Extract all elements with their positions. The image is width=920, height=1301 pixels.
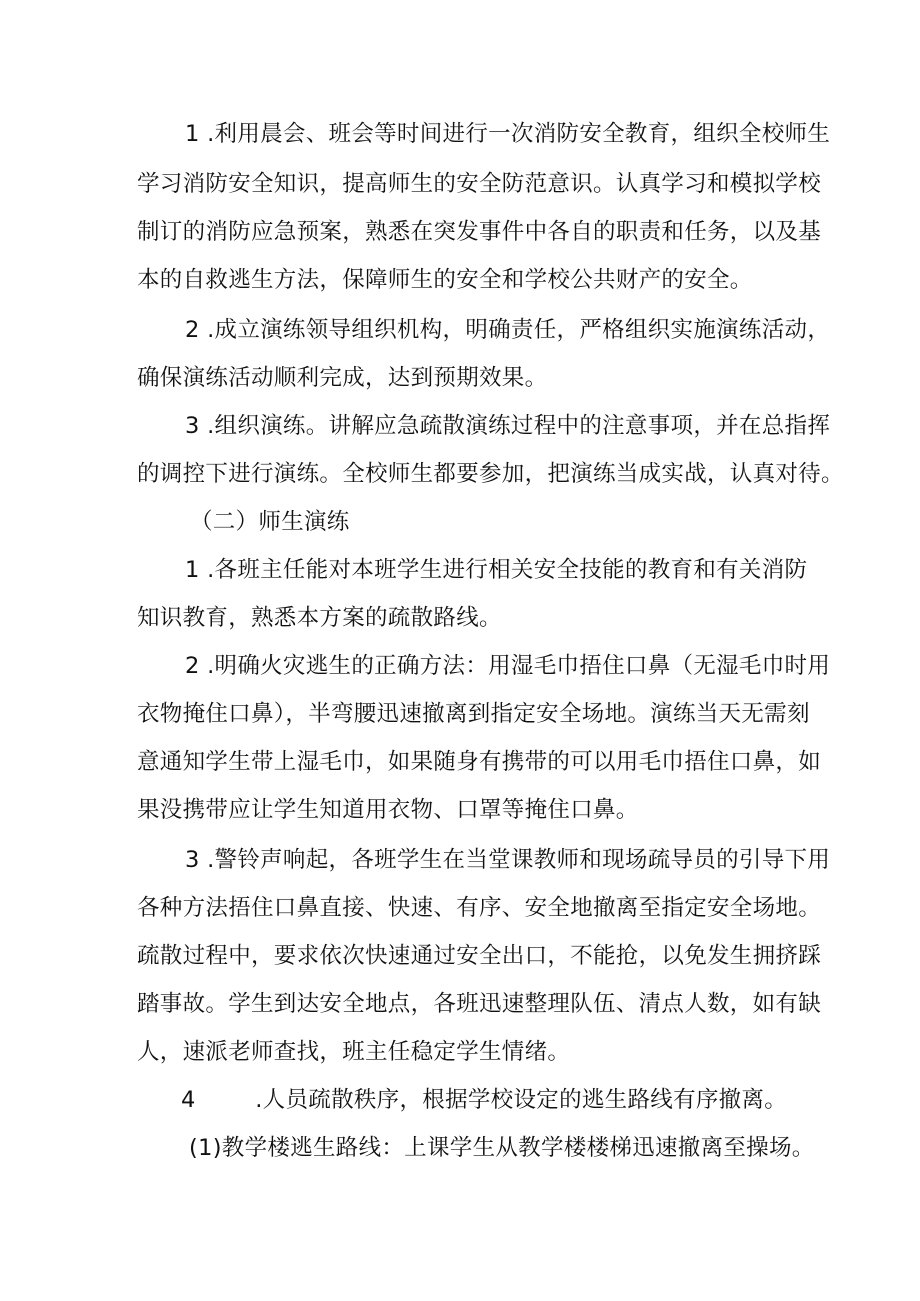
- text-line: 3 .组织演练。讲解应急疏散演练过程中的注意事项，并在总指挥: [185, 413, 831, 439]
- text-line: 的调控下进行演练。全校师生都要参加，把演练当成实战，认真对待。: [137, 461, 844, 487]
- text-line: 制订的消防应急预案，熟悉在突发事件中各自的职责和任务，以及基: [137, 219, 822, 245]
- text-line: 果没携带应让学生知道用衣物、口罩等掩住口鼻。: [137, 797, 639, 823]
- text-line: (1)教学楼逃生路线：上课学生从教学楼楼梯迅速撤离至操场。: [189, 1135, 815, 1161]
- text-line: 2 .明确火灾逃生的正确方法：用湿毛巾捂住口鼻（无湿毛巾时用: [185, 653, 831, 679]
- section-heading: （二）师生演练: [190, 509, 350, 535]
- text-line: 2 .成立演练领导组织机构，明确责任，严格组织实施演练活动，: [185, 317, 831, 343]
- text-line: 人，速派老师查找，班主任稳定学生情绪。: [137, 1039, 571, 1065]
- text-line: 1 .利用晨会、班会等时间进行一次消防安全教育，组织全校师生: [185, 121, 831, 147]
- text-line: 本的自救逃生方法，保障师生的安全和学校公共财产的安全。: [137, 267, 753, 293]
- text-line: 各种方法捂住口鼻直接、快速、有序、安全地撤离至指定安全场地。: [137, 895, 822, 921]
- text-line: 疏散过程中，要求依次快速通过安全出口，不能抢，以免发生拥挤踩: [137, 943, 822, 969]
- text-line: 意通知学生带上湿毛巾，如果随身有携带的可以用毛巾捂住口鼻，如: [137, 749, 822, 775]
- text-line: 4 .人员疏散秩序，根据学校设定的逃生路线有序撤离。: [181, 1087, 788, 1113]
- text-line: 确保演练活动顺利完成，达到预期效果。: [137, 365, 548, 391]
- text-line: 衣物掩住口鼻），半弯腰迅速撤离到指定安全场地。演练当天无需刻: [137, 701, 810, 727]
- text-line: 3 .警铃声响起，各班学生在当堂课教师和现场疏导员的引导下用: [185, 847, 831, 873]
- text-line: 踏事故。学生到达安全地点，各班迅速整理队伍、清点人数，如有缺: [137, 991, 822, 1017]
- text-line: 学习消防安全知识，提高师生的安全防范意识。认真学习和模拟学校: [137, 171, 822, 197]
- text-line: 知识教育，熟悉本方案的疏散路线。: [137, 605, 502, 631]
- text-line: 1 .各班主任能对本班学生进行相关安全技能的教育和有关消防: [185, 557, 808, 583]
